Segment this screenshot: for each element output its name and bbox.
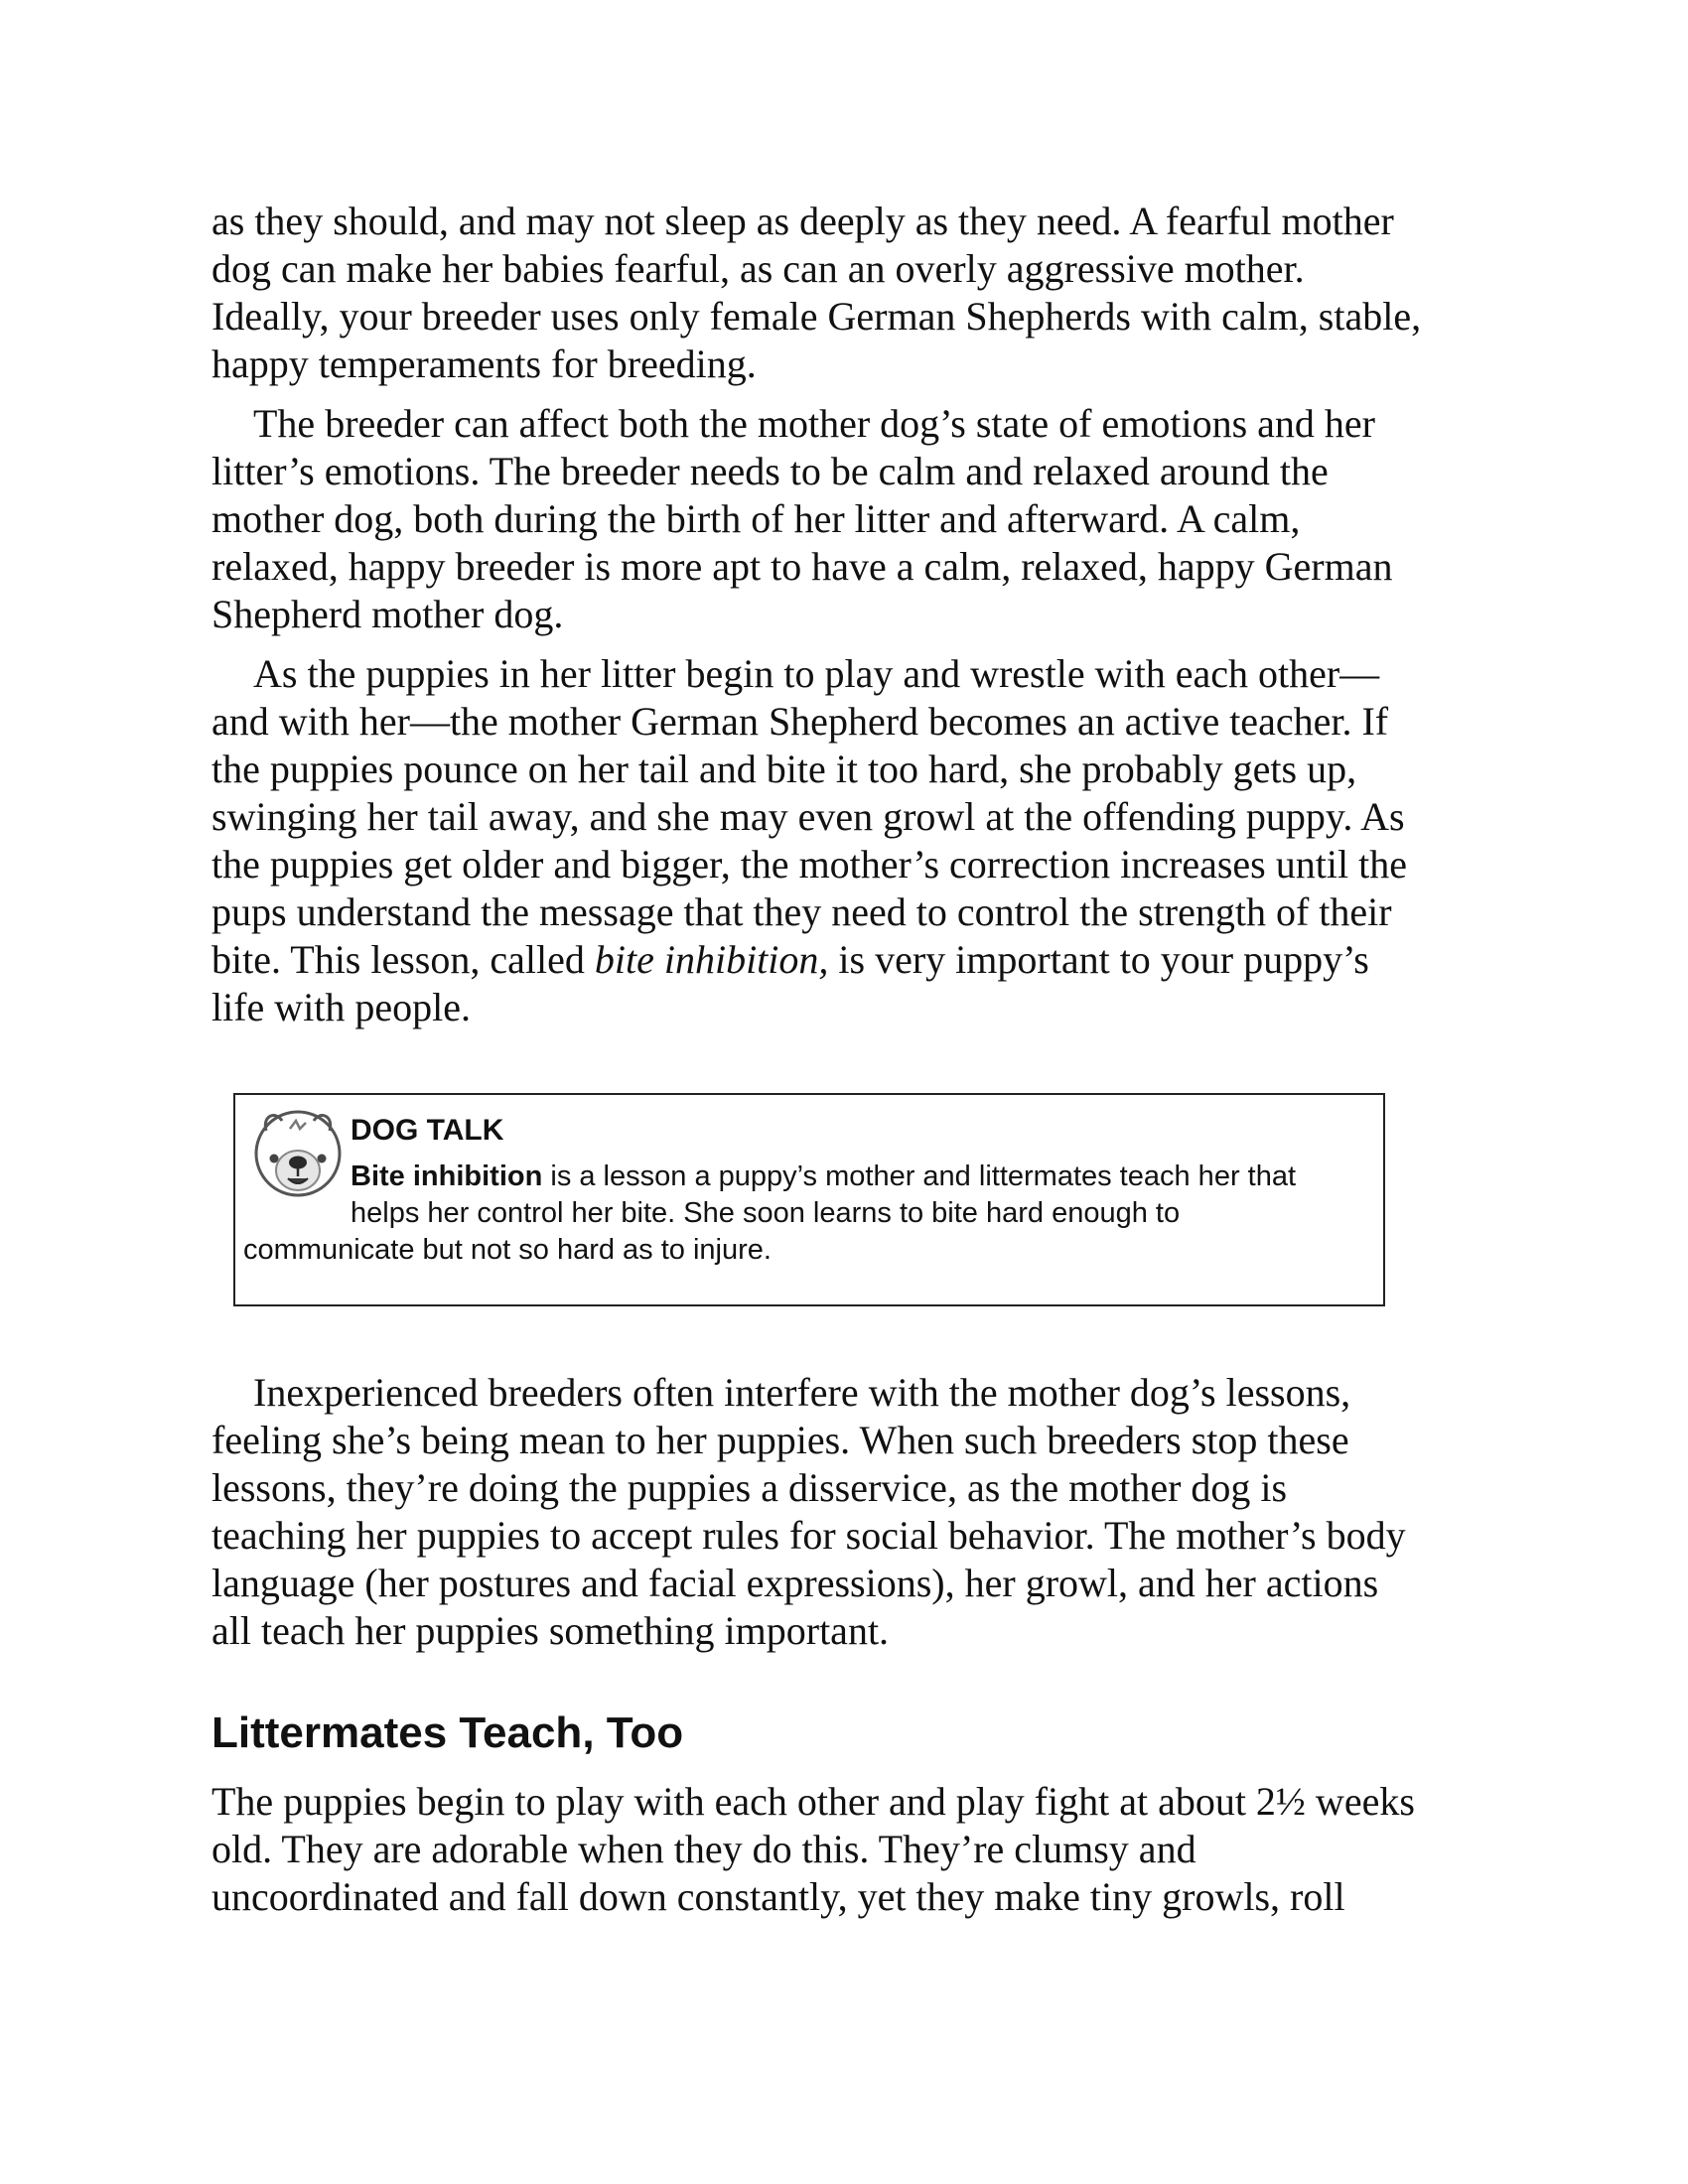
text-line-with-term [211, 936, 1502, 984]
paragraph-continuation [211, 198, 1502, 388]
paragraph-inexperienced-breeders [211, 1369, 1502, 1655]
text-line: language (her postures and facial expressions), her growl, and her actions [211, 1561, 1379, 1605]
text-line: pups understand the message that they need to control the strength of their [211, 889, 1392, 934]
text-line: the puppies pounce on her tail and bite it too hard, she probably gets up, [211, 747, 1357, 791]
defined-term: Bite inhibition [351, 1160, 543, 1192]
text-fragment: bite. This lesson, called [211, 937, 595, 982]
text-line: the puppies get older and bigger, the mother’s correction increases until the [211, 842, 1407, 887]
text-fragment: is very important to your puppy’s [828, 937, 1369, 982]
text-line: The breeder can affect both the mother dog’s state of emotions and her [253, 401, 1375, 446]
text-line: litter’s emotions. The breeder needs to be calm and relaxed around the [211, 449, 1329, 493]
text-line: as they should, and may not sleep as deeply as they need. A fearful mother [211, 199, 1394, 243]
text-line: The puppies begin to play with each other and play fight at about 2½ weeks [211, 1779, 1415, 1824]
italic-term: bite inhibition, [594, 937, 829, 982]
text-line: mother dog, both during the birth of her litter and afterward. A calm, [211, 496, 1301, 541]
dog-talk-sidebar [233, 1093, 1385, 1306]
sidebar-line: helps her control her bite. She soon learns to bite hard enough to [351, 1197, 1181, 1229]
text-line: lessons, they’re doing the puppies a disservice, as the mother dog is [211, 1465, 1288, 1510]
dog-face-icon [252, 1107, 344, 1198]
sidebar-title: DOG TALK [351, 1114, 504, 1147]
text-line: and with her—the mother German Shepherd becomes an active teacher. If [211, 699, 1389, 744]
text-line: Ideally, your breeder uses only female German Shepherds with calm, stable, [211, 294, 1422, 339]
text-line: As the puppies in her litter begin to play and wrestle with each other— [253, 651, 1380, 696]
text-line: dog can make her babies fearful, as can an overly aggressive mother. [211, 246, 1305, 291]
text-line: uncoordinated and fall down constantly, yet they make tiny growls, roll [211, 1874, 1345, 1919]
text-fragment: is a lesson a puppy’s mother and littermates teach her that [542, 1160, 1297, 1192]
text-line: relaxed, happy breeder is more apt to have a calm, relaxed, happy German [211, 544, 1393, 589]
text-line: old. They are adorable when they do this. They’re clumsy and [211, 1827, 1196, 1871]
text-line: all teach her puppies something important. [211, 1608, 890, 1653]
paragraph-littermates [211, 1778, 1502, 1921]
section-heading: Littermates Teach, Too [211, 1708, 684, 1757]
text-line: swinging her tail away, and she may even growl at the offending puppy. As [211, 794, 1405, 839]
text-line: feeling she’s being mean to her puppies. When such breeders stop these [211, 1418, 1349, 1462]
text-line: life with people. [211, 985, 472, 1029]
text-line: Inexperienced breeders often interfere with the mother dog’s lessons, [253, 1370, 1351, 1415]
paragraph-mother-teacher [211, 650, 1502, 1031]
sidebar-line: communicate but not so hard as to injure. [243, 1234, 772, 1266]
paragraph-breeder-emotions [211, 400, 1502, 638]
text-line: Shepherd mother dog. [211, 592, 564, 636]
sidebar-line [351, 1159, 1296, 1195]
text-line: teaching her puppies to accept rules for social behavior. The mother’s body [211, 1513, 1406, 1558]
text-line: happy temperaments for breeding. [211, 341, 757, 386]
